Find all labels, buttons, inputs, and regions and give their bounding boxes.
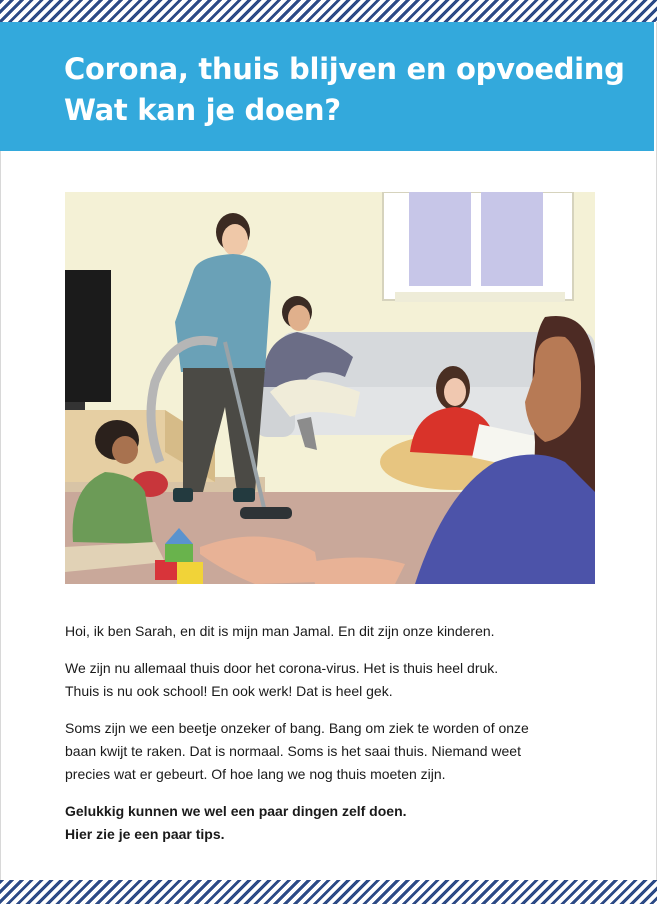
paragraph-tips-intro (65, 800, 605, 846)
window-icon (383, 192, 573, 302)
paragraph-at-home (65, 657, 605, 703)
text-line: Gelukkig kunnen we wel een paar dingen zelf doen. (65, 803, 407, 819)
paragraph-intro (65, 620, 605, 643)
tv-icon (65, 270, 111, 410)
text-line: Thuis is nu ook school! En ook werk! Dat is heel gek. (65, 683, 393, 699)
text-line: Hoi, ik ben Sarah, en dit is mijn man Jamal. En dit zijn onze kinderen. (65, 623, 495, 639)
text-line: We zijn nu allemaal thuis door het corona-virus. Het is thuis heel druk. (65, 660, 499, 676)
top-stripe-border (0, 0, 657, 22)
title-line-1: Corona, thuis blijven en opvoeding (64, 52, 625, 86)
header-banner (0, 22, 654, 151)
text-line: Soms zijn we een beetje onzeker of bang. Bang om ziek te worden of onze (65, 720, 529, 736)
page-title (64, 49, 625, 131)
text-line: Hier zie je een paar tips. (65, 826, 225, 842)
title-line-2: Wat kan je doen? (64, 93, 341, 127)
family-at-home-illustration (65, 192, 595, 584)
text-line: precies wat er gebeurt. Of hoe lang we nog thuis moeten zijn. (65, 766, 446, 782)
text-line: baan kwijt te raken. Dat is normaal. Soms is het saai thuis. Niemand weet (65, 743, 521, 759)
intro-text (65, 620, 605, 860)
bottom-stripe-border (0, 880, 657, 904)
paragraph-worries (65, 717, 605, 786)
